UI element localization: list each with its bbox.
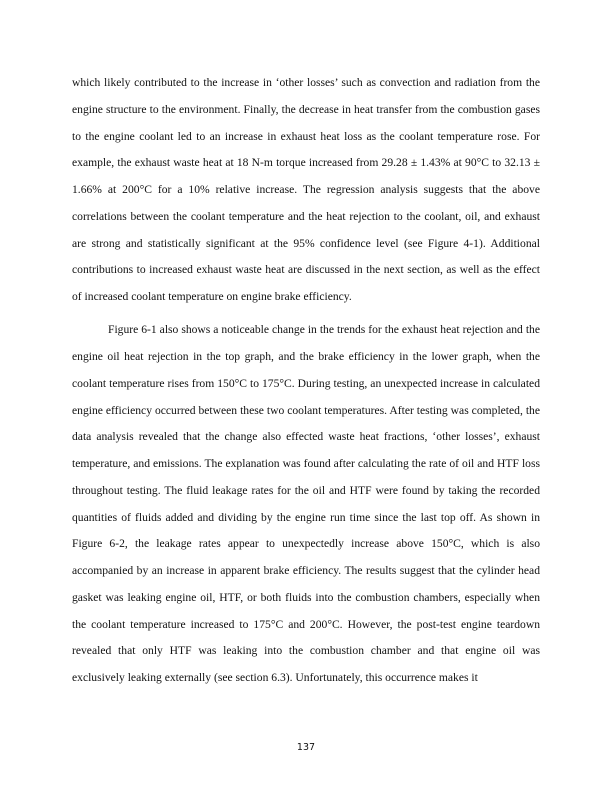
page-number: 137 bbox=[296, 742, 316, 753]
paragraph-figure-6-1: Figure 6-1 also shows a noticeable change in the trends for the exhaust heat rejection and the engine oil heat rejection in the top graph, and the brake efficiency in the lower graph, when the coolant temperature rises from 150°C to 175°C. During testing, an unexpected increase in calculated engine efficiency occurred between these two coolant temperatures. After testing was completed, the data analysis revealed that the change also effected waste heat fractions, ‘other losses’, exhaust temperature, and emissions. The explanation was found after calculating the rate of oil and HTF loss throughout testing. The fluid leakage rates for the oil and HTF were found by taking the recorded quantities of fluids added and dividing by the engine run time since the last top off. As shown in Figure 6-2, the leakage rates appear to unexpectedly increase above 150°C, which is also accompanied by an increase in apparent brake efficiency. The results suggest that the cylinder head gasket was leaking engine oil, HTF, or both fluids into the combustion chambers, especially when the coolant temperature increased to 175°C and 200°C. However, the post-test engine teardown revealed that only HTF was leaking into the combustion chamber and that engine oil was exclusively leaking externally (see section 6.3). Unfortunately, this occurrence makes it bbox=[72, 323, 540, 684]
body-text bbox=[72, 70, 540, 692]
paragraph-continuation: which likely contributed to the increase in ‘other losses’ such as convection and radiation from the engine structure to the environment. Finally, the decrease in heat transfer from the combustion gases to the engine coolant led to an increase in exhaust heat loss as the coolant temperature rose. For example, the exhaust waste heat at 18 N-m torque increased from 29.28 ± 1.43% at 90°C to 32.13 ± 1.66% at 200°C for a 10% relative increase. The regression analysis suggests that the above correlations between the coolant temperature and the heat rejection to the coolant, oil, and exhaust are strong and statistically significant at the 95% confidence level (see Figure 4-1). Additional contributions to increased exhaust waste heat are discussed in the next section, as well as the effect of increased coolant temperature on engine brake efficiency. bbox=[72, 76, 540, 303]
